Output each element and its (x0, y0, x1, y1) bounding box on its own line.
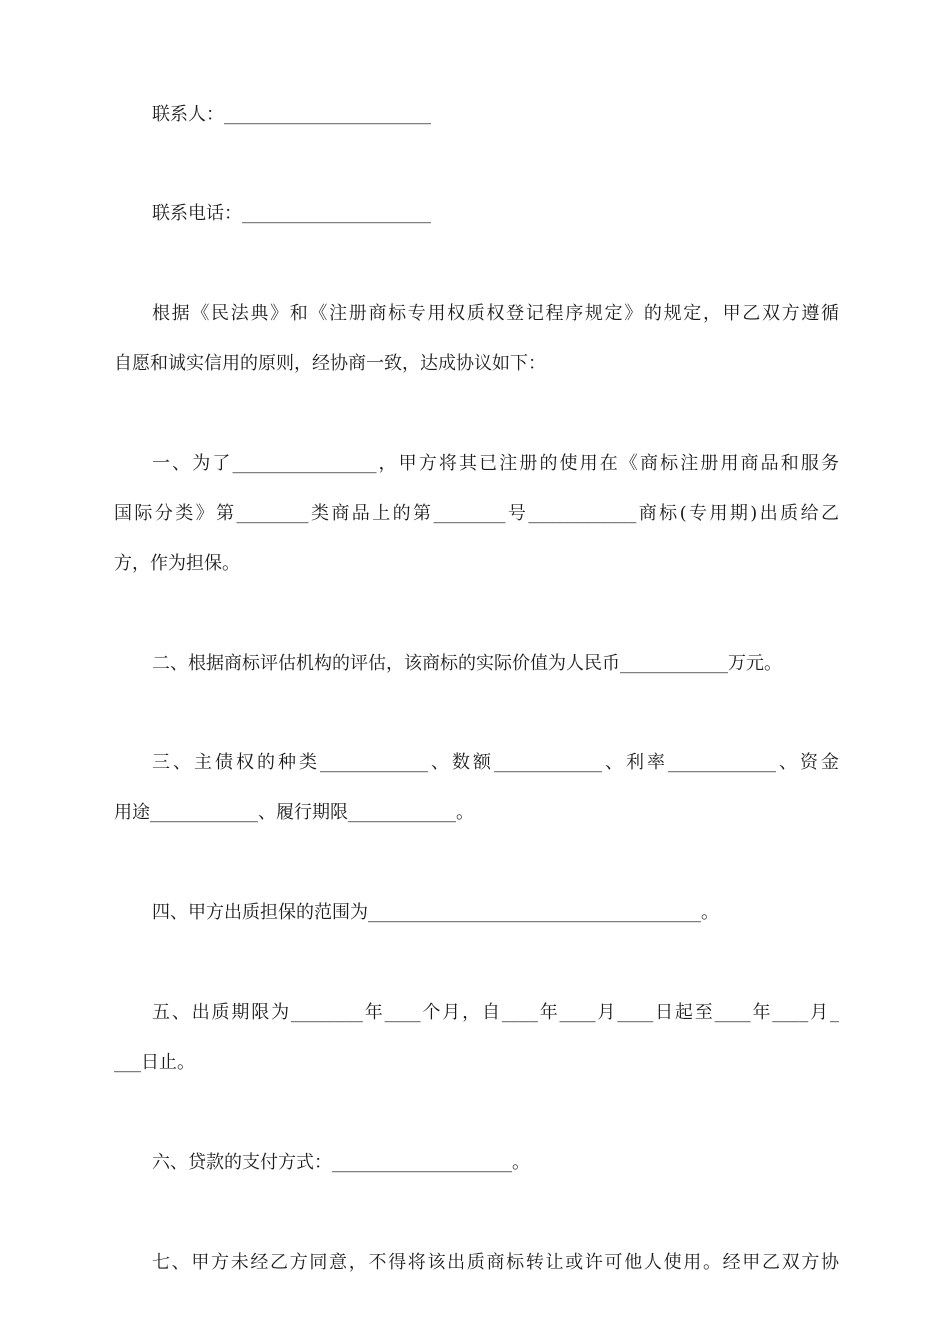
clause-3-line-1: 三、主债权的种类____________、数额____________、利率____________、资金 (152, 752, 839, 773)
preamble-line-1: 根据《民法典》和《注册商标专用权质权登记程序规定》的规定，甲乙双方遵循 (152, 303, 839, 324)
clause-3-line-2: 用途____________、履行期限____________。 (114, 802, 474, 823)
clause-4-line: 四、甲方出质担保的范围为_____________________________________。 (152, 902, 719, 923)
clause-5-line-2: ___日止。 (114, 1052, 195, 1073)
clause-1-line-2: 国际分类》第________类商品上的第________号____________商标(专用期)出质给乙 (114, 503, 839, 524)
clause-5-line-1: 五、出质期限为________年____个月，自____年____月____日起至____年____月_ (152, 1002, 839, 1023)
clause-2-line: 二、根据商标评估机构的评估，该商标的实际价值为人民币____________万元。 (152, 653, 782, 674)
contact-person-line: 联系人：_______________________ (152, 104, 431, 125)
clause-1-line-3: 方，作为担保。 (114, 553, 240, 574)
clause-1-line-1: 一、为了________________，甲方将其已注册的使用在《商标注册用商品和服务 (152, 453, 839, 474)
preamble-line-2: 自愿和诚实信用的原则，经协商一致，达成协议如下： (114, 353, 546, 374)
contact-phone-line: 联系电话：_____________________ (152, 203, 431, 224)
clause-6-line: 六、贷款的支付方式：____________________。 (152, 1152, 530, 1173)
clause-7-line-1: 七、甲方未经乙方同意，不得将该出质商标转让或许可他人使用。经甲乙双方协 (152, 1252, 839, 1273)
